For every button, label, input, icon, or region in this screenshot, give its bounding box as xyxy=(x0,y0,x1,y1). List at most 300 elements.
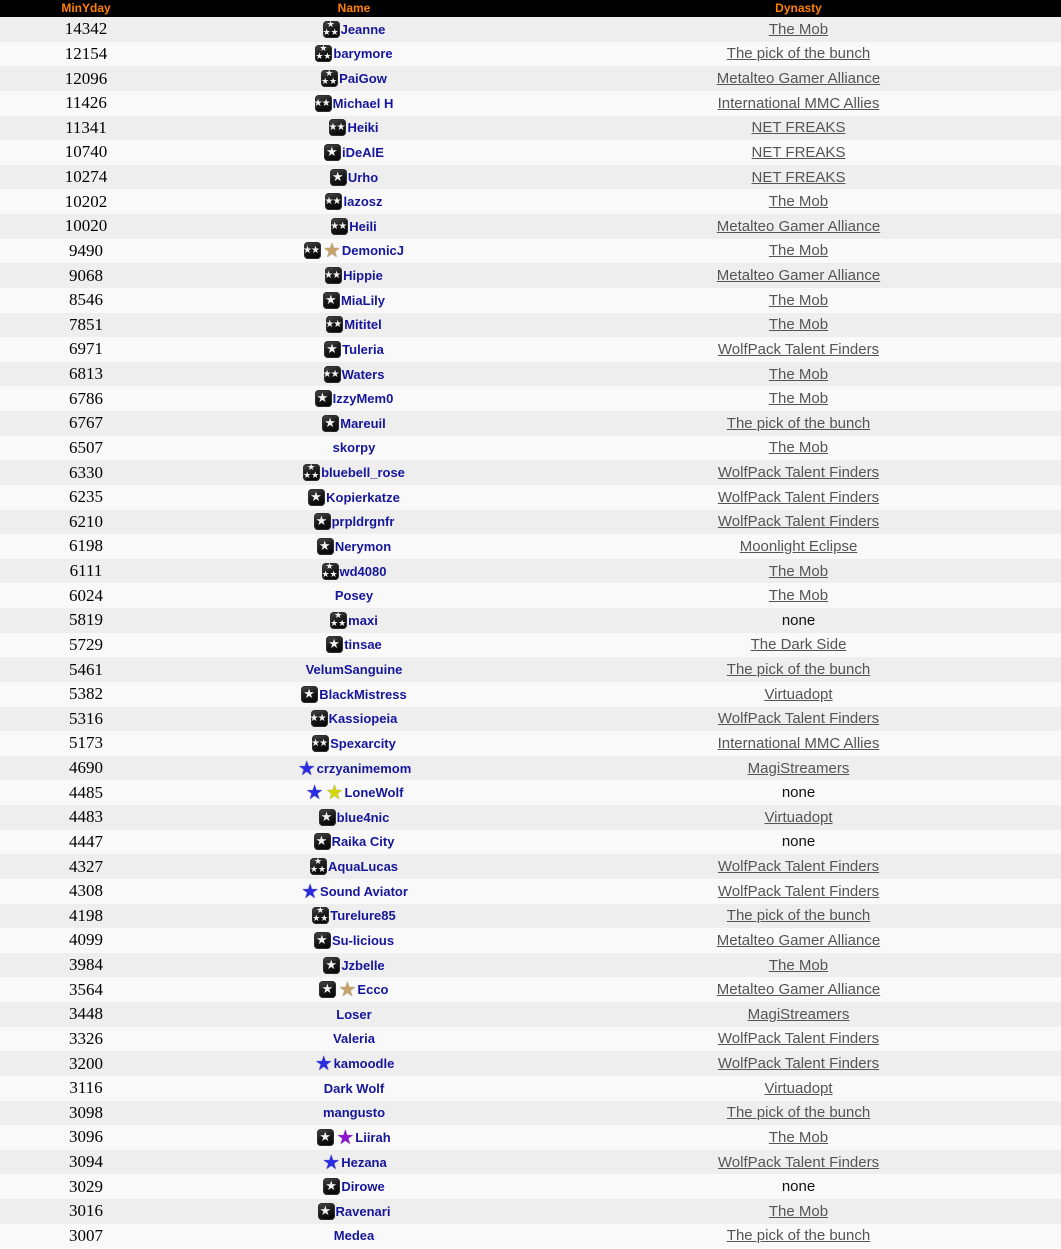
dynasty-cell xyxy=(536,1224,1061,1249)
player-cell xyxy=(172,239,536,264)
player-cell xyxy=(172,977,536,1002)
player-name-link[interactable]: Dirowe xyxy=(341,1179,385,1195)
minyday-value: 6786 xyxy=(69,388,103,408)
dynasty-link[interactable]: WolfPack Talent Finders xyxy=(717,340,880,358)
tan-star-icon: ★ xyxy=(338,977,357,1002)
table-row xyxy=(0,682,1061,707)
blue-star-icon: ★ xyxy=(301,878,320,903)
minyday-value: 12154 xyxy=(64,43,108,63)
minyday-value: 5316 xyxy=(69,708,103,728)
minyday-value: 9490 xyxy=(69,240,103,260)
table-row xyxy=(0,42,1061,67)
table-row xyxy=(0,288,1061,313)
dynasty-link[interactable]: The Mob xyxy=(768,390,829,408)
table-row xyxy=(0,1101,1061,1126)
player-cell xyxy=(172,731,536,756)
player-name-link[interactable]: skorpy xyxy=(332,440,376,456)
minyday-value: 6111 xyxy=(69,561,103,581)
player-name-link[interactable]: VelumSanguine xyxy=(305,662,403,678)
minyday-value: 6971 xyxy=(69,339,103,359)
player-name-link[interactable]: blue4nic xyxy=(336,809,390,825)
table-header xyxy=(0,0,1061,17)
table-row xyxy=(0,66,1061,91)
dynasty-cell xyxy=(536,1174,1061,1199)
dynasty-cell xyxy=(536,805,1061,830)
rank-badge-2-star-icon: ★ ★ xyxy=(311,710,328,727)
dynasty-cell xyxy=(536,1002,1061,1027)
rank-badge-3-star-icon: ★ ★ ★ xyxy=(309,857,327,876)
dynasty-link[interactable]: Metalteo Gamer Alliance xyxy=(716,70,881,88)
dynasty-link[interactable]: Moonlight Eclipse xyxy=(739,537,858,555)
dynasty-cell xyxy=(536,189,1061,214)
dynasty-link[interactable]: Metalteo Gamer Alliance xyxy=(716,981,881,999)
dynasty-link[interactable]: The Mob xyxy=(768,365,829,383)
dynasty-link[interactable]: The Mob xyxy=(768,242,829,260)
table-row xyxy=(0,1076,1061,1101)
rank-badge-1-star-icon: ★ xyxy=(330,169,347,186)
dynasty-cell xyxy=(536,559,1061,584)
player-name-link[interactable]: Turelure85 xyxy=(330,908,396,924)
player-cell xyxy=(172,805,536,830)
column-header-name[interactable]: Name xyxy=(337,1,371,15)
table-row xyxy=(0,1224,1061,1249)
player-cell xyxy=(172,189,536,214)
dynasty-link[interactable]: International MMC Allies xyxy=(717,94,880,112)
dynasty-link[interactable]: WolfPack Talent Finders xyxy=(717,464,880,482)
player-cell xyxy=(172,460,536,485)
minyday-value: 11341 xyxy=(65,117,107,137)
dynasty-cell xyxy=(536,953,1061,978)
player-name-link[interactable]: maxi xyxy=(348,612,378,628)
blue-star-icon: ★ xyxy=(314,1051,333,1076)
player-cell xyxy=(172,140,536,165)
table-row xyxy=(0,928,1061,953)
player-cell xyxy=(172,263,536,288)
dynasty-link[interactable]: The Mob xyxy=(768,562,829,580)
rank-badge-1-star-icon: ★ xyxy=(323,292,340,309)
player-cell xyxy=(172,214,536,239)
dynasty-link[interactable]: WolfPack Talent Finders xyxy=(717,1055,880,1073)
table-row xyxy=(0,559,1061,584)
table-row xyxy=(0,756,1061,781)
dynasty-cell xyxy=(536,362,1061,387)
dynasty-cell xyxy=(536,116,1061,141)
dynasty-link[interactable]: WolfPack Talent Finders xyxy=(717,882,880,900)
player-cell xyxy=(172,780,536,805)
player-name-link[interactable]: Nerymon xyxy=(334,538,392,554)
dynasty-link[interactable]: The Mob xyxy=(768,956,829,974)
rank-badge-1-star-icon: ★ xyxy=(314,932,331,949)
minyday-value: 4690 xyxy=(69,758,103,778)
minyday-value: 10020 xyxy=(64,216,108,236)
player-cell xyxy=(172,1051,536,1076)
player-name-link[interactable]: prpldrgnfr xyxy=(331,514,395,530)
dynasty-cell xyxy=(536,239,1061,264)
dynasty-cell xyxy=(536,657,1061,682)
player-cell xyxy=(172,485,536,510)
player-name-link[interactable]: mangusto xyxy=(322,1105,386,1121)
dynasty-cell xyxy=(536,608,1061,633)
dynasty-cell xyxy=(536,1199,1061,1224)
table-row xyxy=(0,140,1061,165)
dynasty-link[interactable]: The pick of the bunch xyxy=(726,661,871,679)
player-cell xyxy=(172,633,536,658)
header-row xyxy=(0,0,1061,17)
dynasty-link[interactable]: NET FREAKS xyxy=(751,119,846,137)
rank-badge-1-star-icon: ★ xyxy=(324,341,341,358)
dynasty-link[interactable]: The Mob xyxy=(768,1202,829,1220)
dynasty-link[interactable]: International MMC Allies xyxy=(717,734,880,752)
dynasty-link[interactable]: The Mob xyxy=(768,20,829,38)
minyday-value: 3116 xyxy=(69,1078,103,1098)
table-row xyxy=(0,436,1061,461)
rank-badge-3-star-icon: ★ ★ ★ xyxy=(321,561,338,580)
rank-badge-2-star-icon: ★ ★ xyxy=(325,267,342,284)
minyday-value: 5729 xyxy=(69,634,103,654)
minyday-value: 4099 xyxy=(69,930,103,950)
player-name-link[interactable]: bluebell_rose xyxy=(321,465,405,481)
dynasty-link[interactable]: Virtuadopt xyxy=(764,1079,833,1097)
table-row xyxy=(0,1027,1061,1052)
dynasty-cell xyxy=(536,214,1061,239)
table-row xyxy=(0,731,1061,756)
player-name-link[interactable]: Waters xyxy=(341,366,385,382)
player-name-link[interactable]: crzyanimemom xyxy=(316,760,412,776)
rank-badge-2-star-icon: ★ ★ xyxy=(325,193,342,210)
player-name-link[interactable]: Loser xyxy=(336,1006,372,1022)
rank-badge-2-star-icon: ★ ★ xyxy=(315,95,332,112)
dynasty-link[interactable]: WolfPack Talent Finders xyxy=(717,858,880,876)
player-name-link[interactable]: Tuleria xyxy=(342,341,384,357)
player-name-link[interactable]: PaiGow xyxy=(339,71,387,87)
player-cell xyxy=(172,436,536,461)
player-name-link[interactable]: Posey xyxy=(334,588,374,604)
player-cell xyxy=(172,682,536,707)
table-row xyxy=(0,189,1061,214)
dynasty-cell xyxy=(536,42,1061,67)
player-cell xyxy=(172,608,536,633)
player-name-link[interactable]: lazosz xyxy=(343,194,383,210)
table-row xyxy=(0,707,1061,732)
dynasty-cell xyxy=(536,1125,1061,1150)
player-cell xyxy=(172,313,536,338)
rank-badge-1-star-icon: ★ xyxy=(319,981,336,998)
minyday-value: 4308 xyxy=(69,881,103,901)
dynasty-cell xyxy=(536,1150,1061,1175)
dynasty-link[interactable]: The pick of the bunch xyxy=(726,1104,871,1122)
table-row xyxy=(0,165,1061,190)
dynasty-cell xyxy=(536,165,1061,190)
dynasty-link[interactable]: NET FREAKS xyxy=(751,143,846,161)
dynasty-cell xyxy=(536,288,1061,313)
table-row xyxy=(0,657,1061,682)
table-row xyxy=(0,805,1061,830)
table-row xyxy=(0,386,1061,411)
table-row xyxy=(0,780,1061,805)
table-row xyxy=(0,953,1061,978)
rank-badge-1-star-icon: ★ xyxy=(308,489,325,506)
player-name-link[interactable]: Su-licious xyxy=(331,932,395,948)
player-name-link[interactable]: Heili xyxy=(349,218,377,234)
player-cell xyxy=(172,42,536,67)
player-name-link[interactable]: Valeria xyxy=(333,1031,375,1047)
player-name-link[interactable]: Michael H xyxy=(332,95,394,111)
dynasty-link[interactable]: WolfPack Talent Finders xyxy=(717,1153,880,1171)
player-name-link[interactable]: Jzbelle xyxy=(341,957,385,973)
player-cell xyxy=(172,583,536,608)
player-cell xyxy=(172,953,536,978)
table-row xyxy=(0,460,1061,485)
minyday-value: 6507 xyxy=(69,437,103,457)
player-name-link[interactable]: Raika City xyxy=(331,834,395,850)
rank-badge-3-star-icon: ★ ★ ★ xyxy=(322,19,339,38)
player-cell xyxy=(172,1076,536,1101)
blue-star-icon: ★ xyxy=(322,1149,341,1174)
player-name-link[interactable]: Mititel xyxy=(344,317,382,333)
table-row xyxy=(0,116,1061,141)
dynasty-link[interactable]: The Dark Side xyxy=(750,636,847,654)
player-name-link[interactable]: Ecco xyxy=(357,982,389,998)
player-cell xyxy=(172,854,536,879)
dynasty-link[interactable]: WolfPack Talent Finders xyxy=(717,710,880,728)
table-row xyxy=(0,854,1061,879)
table-row xyxy=(0,337,1061,362)
minyday-value: 4483 xyxy=(69,807,103,827)
player-name-link[interactable]: tinsae xyxy=(344,637,382,653)
player-name-link[interactable]: Hippie xyxy=(343,268,383,284)
player-name-link[interactable]: Kopierkatze xyxy=(326,489,400,505)
dynasty-link[interactable]: Metalteo Gamer Alliance xyxy=(716,931,881,949)
rank-badge-1-star-icon: ★ xyxy=(315,390,332,407)
rank-badge-2-star-icon: ★ ★ xyxy=(331,218,348,235)
minyday-value: 11426 xyxy=(65,93,107,113)
player-cell xyxy=(172,707,536,732)
minyday-value: 6024 xyxy=(69,585,103,605)
rank-badge-2-star-icon: ★ ★ xyxy=(326,316,343,333)
rank-badge-2-star-icon: ★ ★ xyxy=(324,366,341,383)
player-cell xyxy=(172,17,536,42)
dynasty-link[interactable]: WolfPack Talent Finders xyxy=(717,513,880,531)
rank-badge-3-star-icon: ★ ★ ★ xyxy=(321,69,338,88)
table-row xyxy=(0,1150,1061,1175)
player-name-link[interactable]: Jeanne xyxy=(340,21,386,37)
player-name-link[interactable]: Hezana xyxy=(341,1154,387,1170)
rank-badge-1-star-icon: ★ xyxy=(323,1178,340,1195)
table-body xyxy=(0,17,1061,1248)
rank-badge-1-star-icon: ★ xyxy=(323,957,340,974)
player-cell xyxy=(172,1027,536,1052)
table-row xyxy=(0,583,1061,608)
player-name-link[interactable]: iDeAlE xyxy=(342,144,384,160)
dynasty-link[interactable]: WolfPack Talent Finders xyxy=(717,1030,880,1048)
dynasty-cell xyxy=(536,1101,1061,1126)
minyday-value: 12096 xyxy=(64,68,108,88)
rank-badge-1-star-icon: ★ xyxy=(314,513,331,530)
dynasty-link[interactable]: The Mob xyxy=(768,316,829,334)
table-row xyxy=(0,313,1061,338)
dynasty-none-label: none xyxy=(781,833,816,851)
player-name-link[interactable]: IzzyMem0 xyxy=(332,391,394,407)
dynasty-cell xyxy=(536,460,1061,485)
dynasty-link[interactable]: Metalteo Gamer Alliance xyxy=(716,267,881,285)
table-row xyxy=(0,239,1061,264)
dynasty-link[interactable]: The pick of the bunch xyxy=(726,45,871,63)
player-name-link[interactable]: Ravenari xyxy=(335,1203,391,1219)
minyday-value: 6235 xyxy=(69,487,103,507)
dynasty-cell xyxy=(536,633,1061,658)
dynasty-cell xyxy=(536,879,1061,904)
player-name-link[interactable]: Dark Wolf xyxy=(323,1080,385,1096)
minyday-value: 5173 xyxy=(69,733,103,753)
dynasty-cell xyxy=(536,337,1061,362)
dynasty-none-label: none xyxy=(781,1178,816,1196)
dynasty-link[interactable]: The pick of the bunch xyxy=(726,414,871,432)
dynasty-cell xyxy=(536,510,1061,535)
dynasty-cell xyxy=(536,977,1061,1002)
dynasty-none-label: none xyxy=(781,784,816,802)
rank-badge-1-star-icon: ★ xyxy=(317,538,334,555)
minyday-value: 6767 xyxy=(69,413,103,433)
dynasty-link[interactable]: The Mob xyxy=(768,439,829,457)
player-cell xyxy=(172,1125,536,1150)
table-row xyxy=(0,633,1061,658)
rank-badge-2-star-icon: ★ ★ xyxy=(329,119,346,136)
player-cell xyxy=(172,879,536,904)
table-row xyxy=(0,1199,1061,1224)
table-row xyxy=(0,1174,1061,1199)
rank-badge-1-star-icon: ★ xyxy=(326,636,343,653)
minyday-value: 10740 xyxy=(64,142,108,162)
player-name-link[interactable]: Medea xyxy=(333,1228,375,1244)
minyday-value: 4485 xyxy=(69,782,103,802)
player-name-link[interactable]: Spexarcity xyxy=(330,735,396,751)
rank-badge-3-star-icon: ★ ★ ★ xyxy=(312,906,329,925)
minyday-value: 5382 xyxy=(69,684,103,704)
player-name-link[interactable]: Sound Aviator xyxy=(320,883,408,899)
dynasty-link[interactable]: The pick of the bunch xyxy=(726,907,871,925)
player-cell xyxy=(172,337,536,362)
column-header-dynasty[interactable]: Dynasty xyxy=(775,1,822,15)
player-name-link[interactable]: Liirah xyxy=(355,1129,391,1145)
blue-star-icon: ★ xyxy=(297,755,316,780)
dynasty-link[interactable]: WolfPack Talent Finders xyxy=(717,488,880,506)
player-name-link[interactable]: kamoodle xyxy=(333,1056,395,1072)
dynasty-link[interactable]: Metalteo Gamer Alliance xyxy=(716,217,881,235)
player-name-link[interactable]: LoneWolf xyxy=(344,785,404,801)
minyday-value: 3096 xyxy=(69,1127,103,1147)
dynasty-link[interactable]: The Mob xyxy=(768,193,829,211)
table-row xyxy=(0,830,1061,855)
yellow-star-icon: ★ xyxy=(325,780,344,805)
minyday-value: 3007 xyxy=(69,1225,103,1245)
player-name-link[interactable]: Heiki xyxy=(347,120,379,136)
dynasty-link[interactable]: The Mob xyxy=(768,587,829,605)
rank-badge-3-star-icon: ★ ★ ★ xyxy=(303,463,320,482)
table-row xyxy=(0,362,1061,387)
rank-badge-2-star-icon: ★ ★ xyxy=(312,735,329,752)
player-cell xyxy=(172,1101,536,1126)
player-name-link[interactable]: wd4080 xyxy=(339,563,387,579)
player-name-link[interactable]: DemonicJ xyxy=(341,243,405,259)
player-cell xyxy=(172,510,536,535)
dynasty-cell xyxy=(536,928,1061,953)
rank-badge-1-star-icon: ★ xyxy=(314,833,331,850)
minyday-value: 10274 xyxy=(64,167,108,187)
player-cell xyxy=(172,559,536,584)
rank-badge-1-star-icon: ★ xyxy=(318,1203,335,1220)
player-cell xyxy=(172,1199,536,1224)
dynasty-link[interactable]: The Mob xyxy=(768,291,829,309)
player-name-link[interactable]: BlackMistress xyxy=(319,686,407,702)
dynasty-link[interactable]: The Mob xyxy=(768,1128,829,1146)
dynasty-cell xyxy=(536,436,1061,461)
dynasty-cell xyxy=(536,66,1061,91)
dynasty-cell xyxy=(536,313,1061,338)
dynasty-cell xyxy=(536,263,1061,288)
dynasty-none-label: none xyxy=(781,611,816,629)
dynasty-cell xyxy=(536,756,1061,781)
minyday-value: 5461 xyxy=(69,659,103,679)
player-cell xyxy=(172,830,536,855)
dynasty-link[interactable]: MagiStreamers xyxy=(747,759,850,777)
minyday-value: 3029 xyxy=(69,1176,103,1196)
table-row xyxy=(0,879,1061,904)
player-cell xyxy=(172,288,536,313)
column-header-minyday[interactable]: MinYday xyxy=(61,1,111,15)
player-name-link[interactable]: Urho xyxy=(347,169,379,185)
dynasty-link[interactable]: The pick of the bunch xyxy=(726,1227,871,1245)
minyday-value: 6330 xyxy=(69,462,103,482)
minyday-value: 4447 xyxy=(69,831,103,851)
player-cell xyxy=(172,165,536,190)
rank-badge-3-star-icon: ★ ★ ★ xyxy=(315,44,332,63)
minyday-value: 3016 xyxy=(69,1201,103,1221)
table-row xyxy=(0,608,1061,633)
rank-badge-1-star-icon: ★ xyxy=(301,686,318,703)
dynasty-link[interactable]: MagiStreamers xyxy=(747,1005,850,1023)
player-cell xyxy=(172,1174,536,1199)
dynasty-cell xyxy=(536,682,1061,707)
player-cell xyxy=(172,1002,536,1027)
minyday-value: 7851 xyxy=(69,314,103,334)
dynasty-link[interactable]: Virtuadopt xyxy=(764,808,833,826)
rank-badge-1-star-icon: ★ xyxy=(322,415,339,432)
player-cell xyxy=(172,1224,536,1249)
minyday-value: 14342 xyxy=(64,19,108,39)
table-row xyxy=(0,214,1061,239)
dynasty-link[interactable]: Virtuadopt xyxy=(764,685,833,703)
rank-badge-1-star-icon: ★ xyxy=(319,809,336,826)
table-row xyxy=(0,510,1061,535)
player-cell xyxy=(172,66,536,91)
dynasty-cell xyxy=(536,534,1061,559)
minyday-value: 6813 xyxy=(69,364,103,384)
dynasty-cell xyxy=(536,583,1061,608)
dynasty-link[interactable]: NET FREAKS xyxy=(751,168,846,186)
player-name-link[interactable]: Kassiopeia xyxy=(328,711,398,727)
dynasty-cell xyxy=(536,904,1061,929)
minyday-value: 6198 xyxy=(69,536,103,556)
minyday-value: 3094 xyxy=(69,1152,103,1172)
player-name-link[interactable]: MiaLily xyxy=(340,292,386,308)
player-name-link[interactable]: AquaLucas xyxy=(327,859,399,875)
dynasty-cell xyxy=(536,780,1061,805)
player-name-link[interactable]: Mareuil xyxy=(340,415,386,431)
blue-star-icon: ★ xyxy=(305,780,324,805)
player-cell xyxy=(172,116,536,141)
player-name-link[interactable]: barymore xyxy=(333,46,393,62)
player-cell xyxy=(172,362,536,387)
